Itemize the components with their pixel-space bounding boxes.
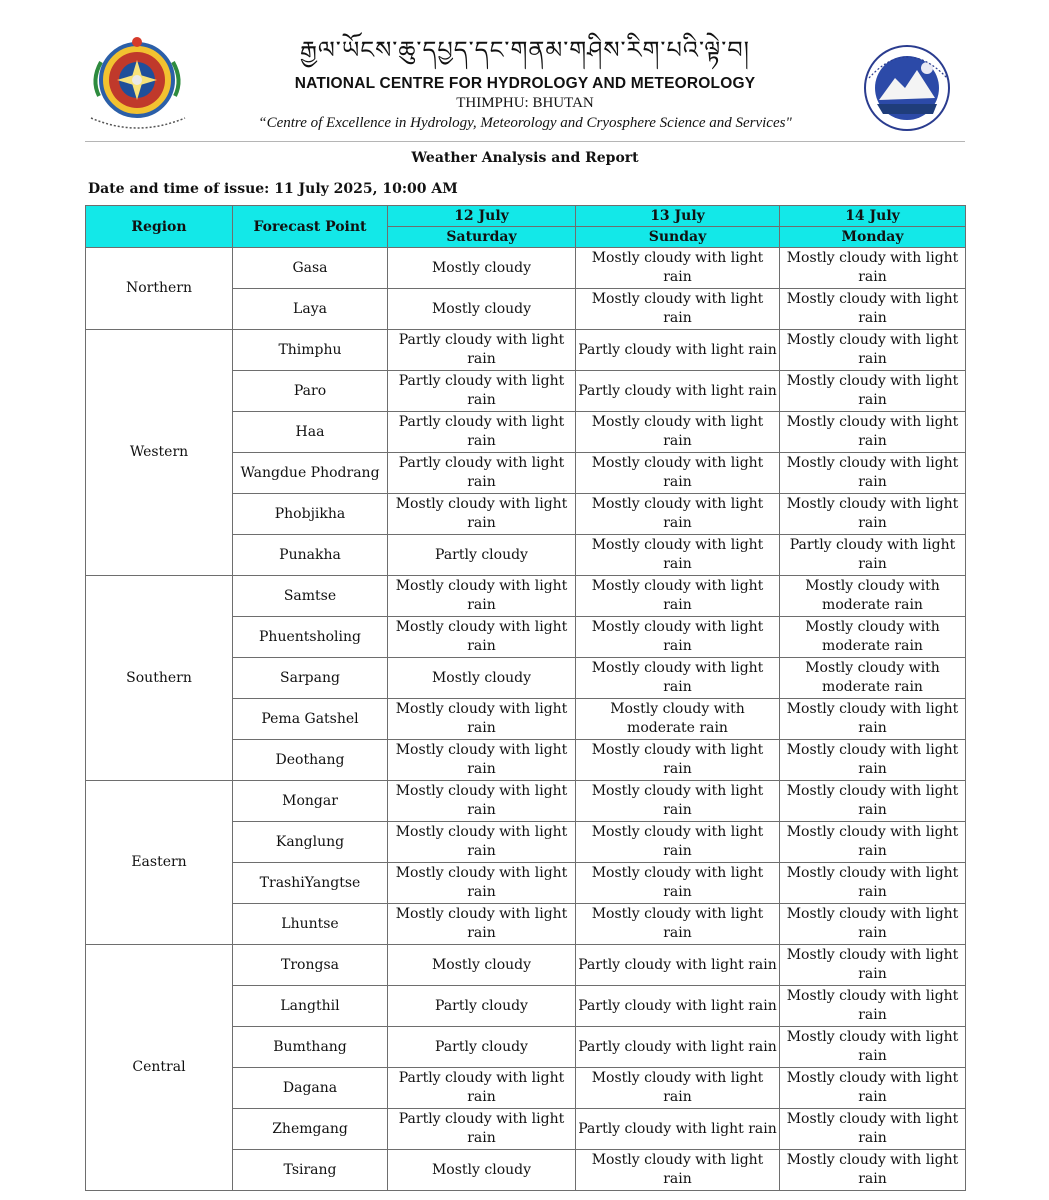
- forecast-cell: Mostly cloudy with light rain: [780, 740, 966, 781]
- region-cell: Northern: [86, 248, 233, 330]
- forecast-cell: Mostly cloudy: [388, 1150, 576, 1191]
- header-day-weekday: Saturday: [388, 227, 576, 248]
- forecast-point-cell: Dagana: [233, 1068, 388, 1109]
- forecast-cell: Mostly cloudy: [388, 248, 576, 289]
- forecast-cell: Mostly cloudy with light rain: [388, 740, 576, 781]
- forecast-cell: Mostly cloudy with moderate rain: [780, 617, 966, 658]
- header-day-date: 13 July: [576, 206, 780, 227]
- region-cell: Southern: [86, 576, 233, 781]
- forecast-cell: Partly cloudy with light rain: [388, 371, 576, 412]
- forecast-cell: Partly cloudy with light rain: [388, 1109, 576, 1150]
- forecast-point-cell: Lhuntse: [233, 904, 388, 945]
- page-header: [85, 28, 965, 140]
- forecast-point-cell: TrashiYangtse: [233, 863, 388, 904]
- forecast-cell: Mostly cloudy: [388, 945, 576, 986]
- forecast-cell: Mostly cloudy with light rain: [780, 986, 966, 1027]
- forecast-cell: Mostly cloudy with light rain: [780, 1068, 966, 1109]
- forecast-cell: Partly cloudy with light rain: [576, 986, 780, 1027]
- forecast-point-cell: Gasa: [233, 248, 388, 289]
- forecast-cell: Mostly cloudy with light rain: [780, 494, 966, 535]
- forecast-cell: Mostly cloudy with moderate rain: [576, 699, 780, 740]
- forecast-point-cell: Langthil: [233, 986, 388, 1027]
- report-title: Weather Analysis and Report: [411, 150, 639, 166]
- forecast-cell: Mostly cloudy with light rain: [388, 863, 576, 904]
- forecast-cell: Mostly cloudy with light rain: [780, 248, 966, 289]
- organization-motto: “Centre of Excellence in Hydrology, Meteorology and Cryosphere Science and Services": [258, 115, 792, 131]
- forecast-cell: Mostly cloudy with light rain: [576, 248, 780, 289]
- forecast-cell: Partly cloudy with light rain: [780, 535, 966, 576]
- forecast-cell: Partly cloudy with light rain: [576, 371, 780, 412]
- table-row: [86, 945, 966, 986]
- forecast-cell: Mostly cloudy with light rain: [576, 658, 780, 699]
- header-day-date: 12 July: [388, 206, 576, 227]
- table-row: [86, 781, 966, 822]
- forecast-point-cell: Mongar: [233, 781, 388, 822]
- region-cell: Central: [86, 945, 233, 1191]
- forecast-point-cell: Punakha: [233, 535, 388, 576]
- table-row: [86, 576, 966, 617]
- header-region: Region: [86, 206, 233, 248]
- forecast-cell: Mostly cloudy with light rain: [576, 863, 780, 904]
- forecast-point-cell: Sarpang: [233, 658, 388, 699]
- forecast-point-cell: Bumthang: [233, 1027, 388, 1068]
- organization-name: NATIONAL CENTRE FOR HYDROLOGY AND METEOROLOGY: [294, 75, 756, 92]
- forecast-point-cell: Laya: [233, 289, 388, 330]
- forecast-cell: Partly cloudy with light rain: [388, 453, 576, 494]
- forecast-cell: Mostly cloudy with light rain: [780, 1109, 966, 1150]
- forecast-cell: Mostly cloudy with light rain: [576, 904, 780, 945]
- forecast-point-cell: Zhemgang: [233, 1109, 388, 1150]
- header-day-weekday: Sunday: [576, 227, 780, 248]
- forecast-cell: Mostly cloudy with moderate rain: [780, 576, 966, 617]
- forecast-table: [85, 205, 966, 1191]
- table-row: [86, 330, 966, 371]
- forecast-cell: Partly cloudy with light rain: [576, 1109, 780, 1150]
- forecast-point-cell: Paro: [233, 371, 388, 412]
- forecast-cell: Mostly cloudy with light rain: [576, 1150, 780, 1191]
- header-forecast-point: Forecast Point: [233, 206, 388, 248]
- forecast-point-cell: Thimphu: [233, 330, 388, 371]
- forecast-cell: Mostly cloudy with light rain: [576, 453, 780, 494]
- forecast-point-cell: Phuentsholing: [233, 617, 388, 658]
- forecast-cell: Mostly cloudy with light rain: [576, 617, 780, 658]
- forecast-cell: Partly cloudy with light rain: [576, 1027, 780, 1068]
- forecast-cell: Mostly cloudy with light rain: [576, 576, 780, 617]
- forecast-cell: Partly cloudy with light rain: [388, 412, 576, 453]
- forecast-cell: Mostly cloudy with light rain: [780, 781, 966, 822]
- forecast-cell: Mostly cloudy with light rain: [780, 863, 966, 904]
- forecast-cell: Partly cloudy: [388, 986, 576, 1027]
- forecast-cell: Mostly cloudy with light rain: [780, 699, 966, 740]
- forecast-cell: Mostly cloudy with light rain: [388, 494, 576, 535]
- nchm-logo-icon: [855, 38, 967, 142]
- forecast-cell: Mostly cloudy with light rain: [780, 904, 966, 945]
- forecast-point-cell: Kanglung: [233, 822, 388, 863]
- header-text: [205, 28, 845, 133]
- forecast-cell: Mostly cloudy with light rain: [576, 740, 780, 781]
- forecast-cell: Mostly cloudy with light rain: [780, 289, 966, 330]
- forecast-cell: Mostly cloudy with light rain: [576, 535, 780, 576]
- forecast-cell: Mostly cloudy with light rain: [388, 617, 576, 658]
- table-row: [86, 248, 966, 289]
- forecast-cell: Mostly cloudy with light rain: [780, 371, 966, 412]
- forecast-cell: Partly cloudy: [388, 1027, 576, 1068]
- forecast-cell: Mostly cloudy: [388, 289, 576, 330]
- forecast-point-cell: Deothang: [233, 740, 388, 781]
- forecast-table-body: [86, 248, 966, 1191]
- forecast-cell: Mostly cloudy with light rain: [388, 699, 576, 740]
- header-day-date: 14 July: [780, 206, 966, 227]
- forecast-point-cell: Phobjikha: [233, 494, 388, 535]
- forecast-cell: Partly cloudy with light rain: [576, 330, 780, 371]
- dzongkha-title: རྒྱལ་ཡོངས་ཆུ་དཔྱད་དང་གནམ་གཤིས་རིག་པའི་ལྟེ་བ།: [299, 36, 751, 64]
- forecast-cell: Mostly cloudy with light rain: [780, 822, 966, 863]
- header-day-weekday: Monday: [780, 227, 966, 248]
- forecast-cell: Mostly cloudy with light rain: [780, 945, 966, 986]
- organization-city: THIMPHU: BHUTAN: [456, 95, 594, 111]
- region-cell: Western: [86, 330, 233, 576]
- forecast-cell: Mostly cloudy with light rain: [780, 453, 966, 494]
- forecast-cell: Mostly cloudy with moderate rain: [780, 658, 966, 699]
- forecast-cell: Mostly cloudy with light rain: [388, 904, 576, 945]
- forecast-point-cell: Wangdue Phodrang: [233, 453, 388, 494]
- region-cell: Eastern: [86, 781, 233, 945]
- forecast-cell: Mostly cloudy with light rain: [576, 289, 780, 330]
- forecast-cell: Mostly cloudy with light rain: [388, 576, 576, 617]
- forecast-point-cell: Tsirang: [233, 1150, 388, 1191]
- forecast-point-cell: Haa: [233, 412, 388, 453]
- forecast-cell: Mostly cloudy with light rain: [780, 1027, 966, 1068]
- forecast-cell: Partly cloudy with light rain: [388, 330, 576, 371]
- forecast-point-cell: Pema Gatshel: [233, 699, 388, 740]
- forecast-cell: Mostly cloudy with light rain: [576, 494, 780, 535]
- forecast-cell: Partly cloudy: [388, 535, 576, 576]
- header-divider: [85, 141, 965, 142]
- forecast-cell: Mostly cloudy with light rain: [388, 781, 576, 822]
- forecast-cell: Mostly cloudy with light rain: [576, 412, 780, 453]
- bhutan-emblem-icon: [85, 34, 197, 138]
- forecast-cell: Mostly cloudy with light rain: [576, 781, 780, 822]
- forecast-cell: Partly cloudy with light rain: [576, 945, 780, 986]
- forecast-cell: Mostly cloudy with light rain: [388, 822, 576, 863]
- forecast-point-cell: Trongsa: [233, 945, 388, 986]
- forecast-cell: Mostly cloudy with light rain: [576, 1068, 780, 1109]
- forecast-point-cell: Samtse: [233, 576, 388, 617]
- forecast-cell: Partly cloudy with light rain: [388, 1068, 576, 1109]
- forecast-cell: Mostly cloudy: [388, 658, 576, 699]
- forecast-cell: Mostly cloudy with light rain: [576, 822, 780, 863]
- forecast-cell: Mostly cloudy with light rain: [780, 1150, 966, 1191]
- issue-datetime: Date and time of issue: 11 July 2025, 10:00 AM: [88, 181, 458, 197]
- forecast-cell: Mostly cloudy with light rain: [780, 412, 966, 453]
- forecast-cell: Mostly cloudy with light rain: [780, 330, 966, 371]
